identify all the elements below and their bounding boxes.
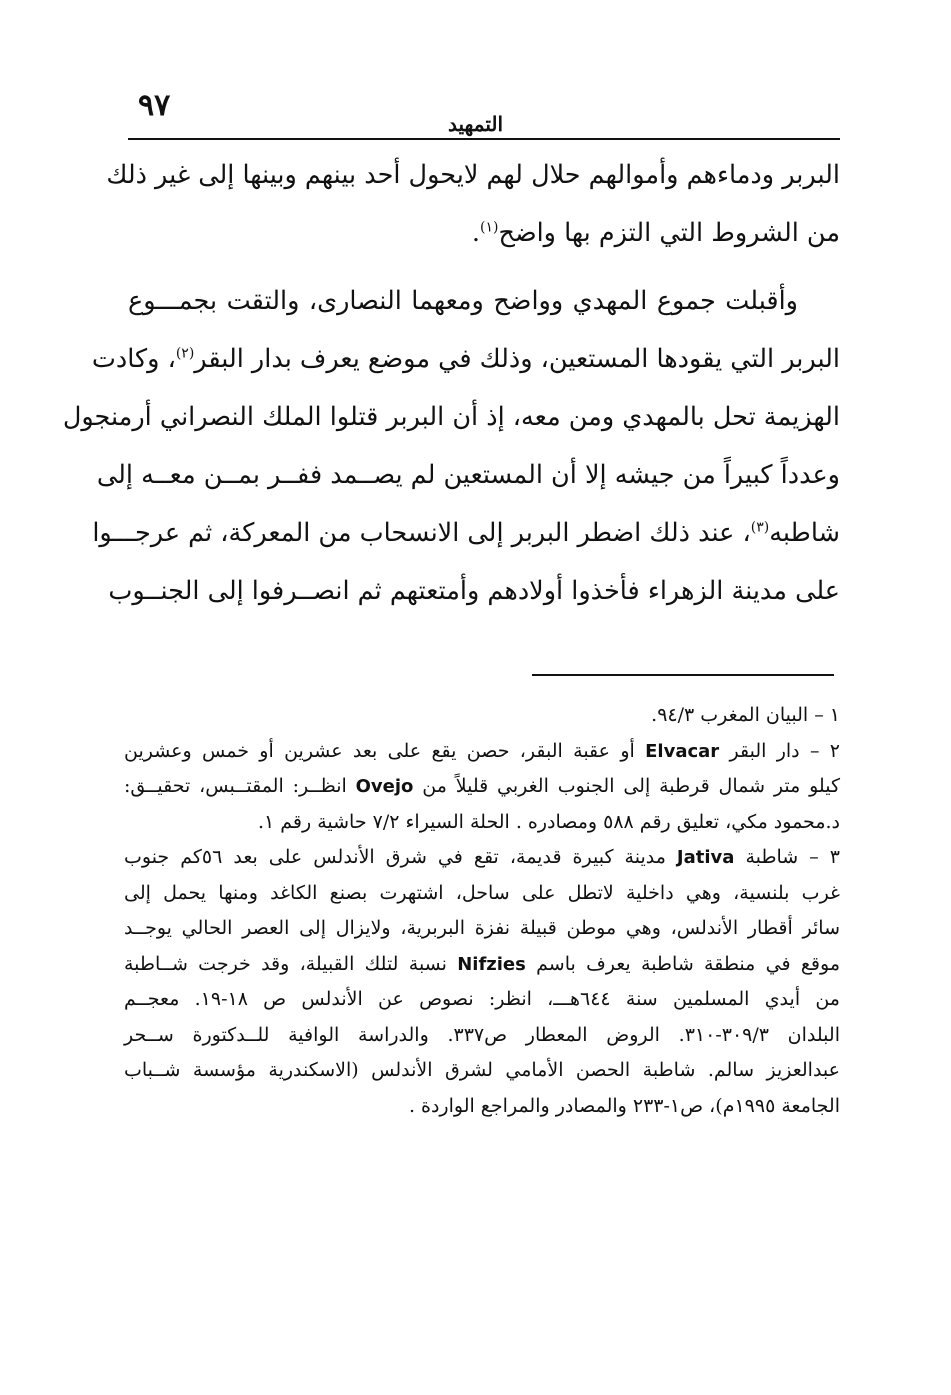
footnotes — [124, 698, 840, 1124]
latin-term-elvacar: Elvacar — [645, 740, 720, 762]
body-line-6: وعدداً كبيراً من جيشه إلا أن المستعين لم يصــمد ففــر بمــن معــه إلى — [96, 460, 840, 490]
footnote-mark-2[interactable]: (٢) — [175, 345, 195, 362]
footnote-3-line-7: عبدالعزيز سالم. شاطبة الحصن الأمامي لشرق الأندلس (الاسكندرية مؤسسة شــباب — [124, 1059, 840, 1081]
footnote-3-line-2: غرب بلنسية، وهي داخلية لاتطل على ساحل، اشتهرت بصنع الكاغد ومنها يحمل إلى — [124, 881, 840, 904]
paragraph-gap — [128, 262, 840, 272]
footnote-separator — [532, 674, 834, 676]
body-line-1: البربر ودماءهم وأموالهم حلال لهم لايحول أحد بينهم وبينها إلى غير ذلك — [106, 160, 840, 190]
footnote-mark-1[interactable]: (١) — [480, 219, 499, 236]
latin-term-ovejo: Ovejo — [355, 776, 414, 797]
page-number: ٩٧ — [138, 88, 171, 123]
body-line-2: من الشروط التي التزم بها واضح$^{(١)}$. — [471, 218, 840, 248]
running-title: التمهيد — [448, 112, 503, 136]
body-line-8: على مدينة الزهراء فأخذوا أولادهم وأمتعتهم ثم انصــرفوا إلى الجنــوب — [108, 576, 840, 606]
footnote-3-line-8: الجامعة ١٩٩٥م)، ص١-٢٣٣ والمصادر والمراجع الواردة . — [408, 1094, 840, 1117]
footnote-mark-3[interactable]: (٣) — [750, 519, 770, 536]
footnote-3-line-5: من أيدي المسلمين سنة ٦٤٤هـــ، انظر: نصوص عن الأندلس ص ١٨-١٩. معجــم — [124, 988, 840, 1010]
footnote-2-line-2: كيلو متر شمال قرطبة إلى الجنوب الغربي قليلاً من Ovejo انظــر: المقتــبس، تحقيــق: — [124, 775, 841, 797]
footnote-3-line-4: موقع في منطقة شاطبة يعرف باسم Nifzies نسبة لتلك القبيلة، وقد خرجت شــاطبة — [124, 952, 841, 975]
footnote-2-line-3: د.محمود مكي، تعليق رقم ٥٨٨ ومصادره . الحلة السيراء ٧/٢ حاشية رقم ١. — [257, 810, 840, 833]
footnote-3-line-1: ٣ – شاطبة Jativa مدينة كبيرة قديمة، تقع في شرق الأندلس على بعد ٥٦كم جنوب — [124, 846, 840, 868]
footnote-3-line-3: سائر أقطار الأندلس، وهي موطن قبيلة نفزة البربرية، ولايزال إلى العصر الحالي يوجــد — [124, 917, 840, 939]
footnote-3-line-6: البلدان ٣٠٩/٣-٣١٠. الروض المعطار ص٣٣٧. والدراسة الوافية للــدكتورة ســحر — [124, 1023, 840, 1046]
main-text — [62, 146, 840, 620]
latin-term-nifzies: Nifzies — [457, 953, 526, 975]
body-line-3: وأقبلت جموع المهدي وواضح ومعهما النصارى، والتقت بجمـــوع — [128, 286, 798, 316]
body-line-7: شاطبه$^{(٣)}$، عند ذلك اضطر البربر إلى الانسحاب من المعركة، ثم عرجـــوا — [92, 518, 840, 548]
footnote-1: ١ – البيان المغرب ٩٤/٣. — [651, 704, 840, 726]
footnote-2-line-1: ٢ – دار البقر Elvacar أو عقبة البقر، حصن يقع على بعد عشرين أو خمس وعشرين — [124, 739, 840, 762]
latin-term-jativa: Jativa — [676, 847, 735, 868]
body-line-4: البربر التي يقودها المستعين، وذلك في موضع يعرف بدار البقر$^{(٢)}$، وكادت — [91, 344, 840, 374]
body-line-5: الهزيمة تحل بالمهدي ومن معه، إذ أن البربر قتلوا الملك النصراني أرمنجول — [62, 402, 840, 432]
header-rule — [128, 138, 840, 140]
